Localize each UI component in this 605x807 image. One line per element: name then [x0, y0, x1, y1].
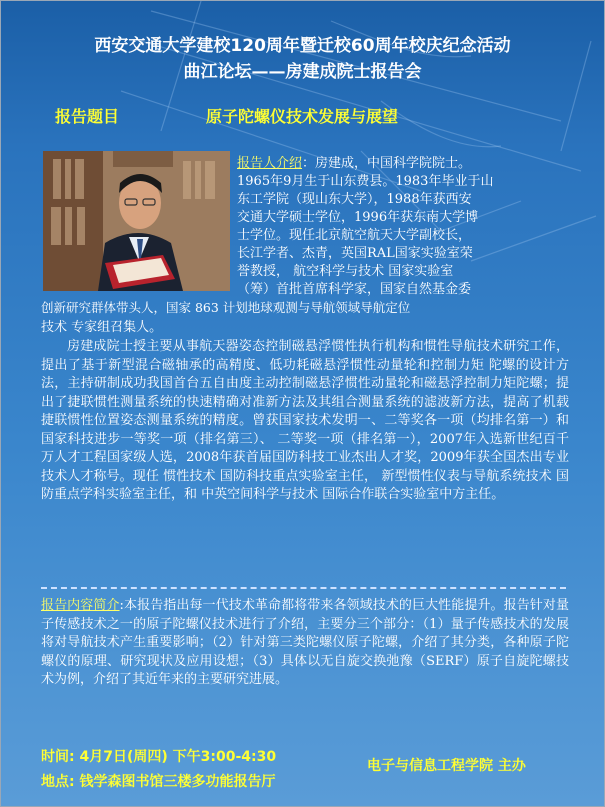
- poster-title: 西安交通大学建校120周年暨迁校60周年校庆纪念活动: [94, 36, 511, 56]
- section-divider: [41, 587, 566, 589]
- speaker-photo-image: [43, 151, 230, 291]
- event-time: 时间: 4月7日(周四) 下午3:00-4:30: [41, 749, 277, 765]
- speaker-bio-line: 创新研究群体带头人，国家 863 计划地球观测与导航领域导航定位: [41, 300, 411, 315]
- report-subject-title: 原子陀螺仪技术发展与展望: [206, 107, 399, 126]
- speaker-bio-line: ：房建成，中国科学院院士。: [302, 156, 472, 171]
- speaker-bio-line: 技术 专家组召集人。: [41, 320, 163, 335]
- speaker-achievements: 房建成院士授主要从事航天器姿态控制磁悬浮惯性执行机构和惯性导航技术研究工作，提出了基于新型混合磁轴承的高精度、低功耗磁悬浮惯性动量轮和控制力矩 陀螺的设计方法，主持研制成功我国首台五自由度主动控制磁悬浮惯性动量轮和磁悬浮控制力矩陀螺；提出了捷联惯性测量系统的快速精确对准新方法及其组合测量系统的滤波新方法，提高了机载捷联惯性位置姿态测量系统的精度。曾获国家技术发明一、二等奖各一项（均排名第一）和国家科技进步一等奖一项（排名第三）、 二等奖一项（排名第一），2007年入选新世纪百千万人才工程国家级人选，2008年获首届国防科技工业杰出人才奖，2009年获全国杰出专业技术人才称号。现任 惯性技术 国防科技重点实验室主任， 新型惯性仪表与导航系统技术 国防重点学科实验室主任，和 中英空间科学与技术 国际合作联合实验室中方主任。: [41, 339, 569, 502]
- speaker-photo: [43, 151, 230, 291]
- report-summary-text: :本报告指出每一代技术革命都将带来各领域技术的巨大性能提升。报告针对量子传感技术之一的原子陀螺仪技术进行了介绍，主要分三个部分：（1）量子传感技术的发展将对导航技术产生重要影响；（2）针对第三类陀螺仪原子陀螺，介绍了其分类，各种原子陀螺仪的原理、研究现状及应用设想；（3）具体以无自旋交换弛豫（SERF）原子自旋陀螺技术为例，介绍了其近年来的主要研究进展。: [41, 598, 569, 687]
- report-summary-label: 报告内容简介: [41, 598, 120, 613]
- speaker-bio-line: 誉教授， 航空科学与技术 国家实验室: [237, 264, 454, 279]
- report-subject-label: 报告题目: [55, 107, 120, 126]
- speaker-bio-line: 交通大学硕士学位，1996年获东南大学博: [237, 210, 479, 225]
- speaker-bio-line: 东工学院（现山东大学），1988年获西安: [237, 192, 472, 207]
- poster-subtitle: 曲江论坛——房建成院士报告会: [183, 62, 422, 82]
- speaker-bio-label: 报告人介绍: [237, 156, 303, 171]
- event-location: 地点: 钱学森图书馆三楼多功能报告厅: [41, 774, 276, 790]
- speaker-bio-line: 长江学者、杰青，英国RAL国家实验室荣: [237, 246, 473, 261]
- speaker-bio-line: （筹）首批首席科学家，国家自然基金委: [237, 282, 472, 297]
- speaker-bio-line: 1965年9月生于山东费县。1983年毕业于山: [237, 174, 494, 189]
- report-summary: [41, 597, 569, 690]
- speaker-bio-line: 士学位。现任北京航空航天大学副校长，: [237, 228, 472, 243]
- event-host: 电子与信息工程学院 主办: [367, 758, 526, 774]
